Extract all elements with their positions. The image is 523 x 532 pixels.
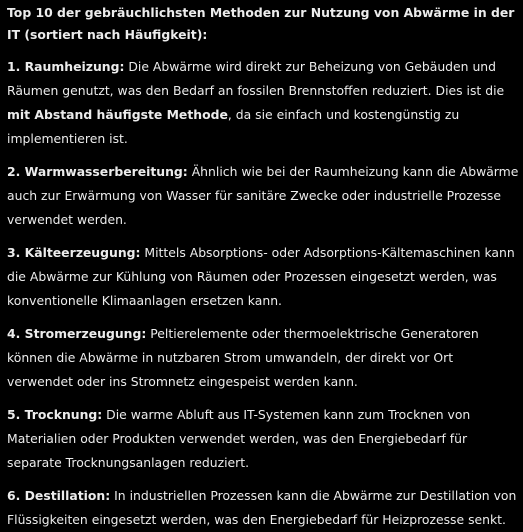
response-text [7,0,519,532]
list-item-trocknung [7,403,519,475]
item-emphasis: mit Abstand häufigste Methode [7,107,228,122]
item-term: 3. Kälteerzeugung: [7,245,141,260]
list-item-raumheizung [7,55,519,151]
list-item-warmwasserbereitung [7,160,519,232]
list-heading: Top 10 der gebräuchlichsten Methoden zur Nutzung von Abwärme in der IT (sortiert nach Häufigkeit): [7,5,515,42]
item-text: Die warme Abluft aus IT-Systemen kann zum Trocknen von Materialien oder Produkten verwendet werden, was den Energiebedarf für separate Trocknungsanlagen reduziert. [7,407,471,470]
item-text: Mittels Absorptions- oder Adsorptions-Kältemaschinen kann die Abwärme zur Kühlung von Räumen oder Prozessen eingesetzt werden, was konventionelle Klimaanlagen ersetzen kann. [7,245,515,308]
item-text: In industriellen Prozessen kann die Abwärme zur Destillation von Flüssigkeiten eingesetzt werden, was den Energiebedarf für Heizprozesse senkt. [7,488,517,527]
item-text: Die Abwärme wird direkt zur Beheizung von Gebäuden und Räumen genutzt, was den Bedarf an fossilen Brennstoffen reduziert. Dies ist die [7,59,505,98]
item-term: 6. Destillation: [7,488,111,503]
item-text: Ähnlich wie bei der Raumheizung kann die Abwärme auch zur Erwärmung von Wasser für sanitäre Zwecke oder industrielle Prozesse verwendet werden. [7,164,519,227]
list-item-stromerzeugung [7,322,519,394]
item-term: 2. Warmwasserbereitung: [7,164,188,179]
list-item-destillation [7,484,519,532]
item-text: , da sie einfach und kostengünstig zu implementieren ist. [7,107,460,146]
item-term: 1. Raumheizung: [7,59,125,74]
item-text: Peltierelemente oder thermoelektrische Generatoren können die Abwärme in nutzbaren Strom umwandeln, der direkt vor Ort verwendet oder ins Stromnetz eingespeist werden kann. [7,326,479,389]
item-term: 4. Stromerzeugung: [7,326,147,341]
item-term: 5. Trocknung: [7,407,103,422]
list-item-kaelteerzeugung [7,241,519,313]
